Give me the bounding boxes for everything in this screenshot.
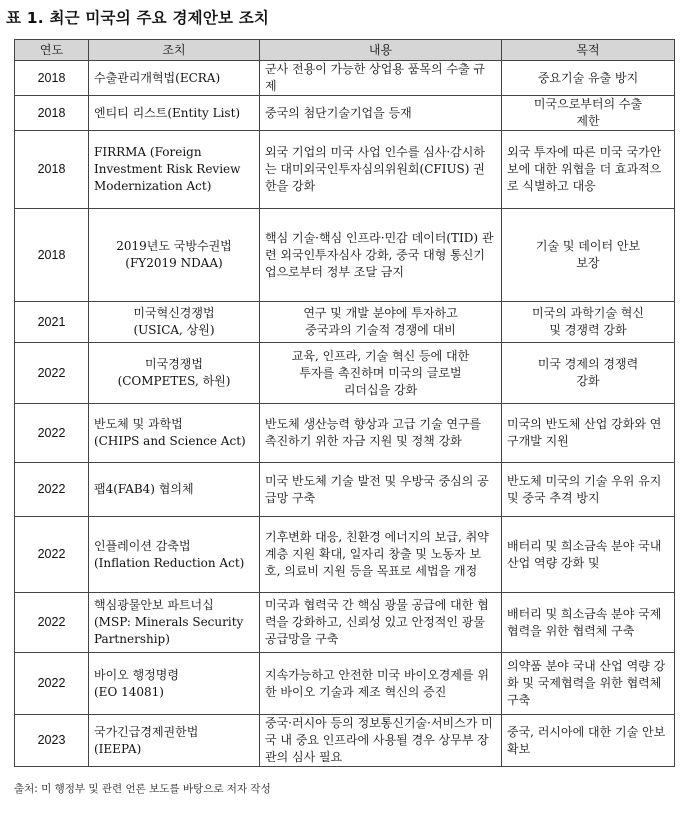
cell-year: 2022 [15, 343, 89, 404]
table-row [15, 404, 675, 463]
cell-purpose: 미국의 반도체 산업 강화와 연구개발 지원 [502, 404, 675, 463]
cell-purpose: 외국 투자에 따른 미국 국가안보에 대한 위협을 더 효과적으로 식별하고 대응 [502, 131, 675, 209]
cell-purpose: 중국, 러시아에 대한 기술 안보 확보 [502, 715, 675, 767]
header-purpose: 목적 [502, 40, 675, 61]
cell-measure: 미국경쟁법 (COMPETES, 하원) [89, 343, 260, 404]
table-header-row [15, 40, 675, 61]
cell-year: 2018 [15, 131, 89, 209]
cell-purpose: 배터리 및 희소금속 분야 국제협력을 위한 협력체 구축 [502, 593, 675, 653]
cell-content: 미국 반도체 기술 발전 및 우방국 중심의 공급망 구축 [260, 463, 502, 517]
cell-year: 2022 [15, 653, 89, 715]
cell-purpose: 미국 경제의 경쟁력 강화 [502, 343, 675, 404]
cell-purpose: 미국으로부터의 수출 제한 [502, 96, 675, 131]
table-row [15, 131, 675, 209]
cell-year: 2022 [15, 463, 89, 517]
cell-year: 2018 [15, 61, 89, 96]
cell-content: 연구 및 개발 분야에 투자하고 중국과의 기술적 경쟁에 대비 [260, 302, 502, 343]
table-row [15, 593, 675, 653]
cell-year: 2018 [15, 209, 89, 302]
cell-content: 미국과 협력국 간 핵심 광물 공급에 대한 협력을 강화하고, 신뢰성 있고 안정적인 광물 공급망을 구축 [260, 593, 502, 653]
table-row [15, 715, 675, 767]
cell-content: 군사 전용이 가능한 상업용 품목의 수출 규제 [260, 61, 502, 96]
cell-content: 교육, 인프라, 기술 혁신 등에 대한 투자를 촉진하며 미국의 글로벌 리더십을 강화 [260, 343, 502, 404]
cell-measure: 반도체 및 과학법 (CHIPS and Science Act) [89, 404, 260, 463]
cell-measure: 국가긴급경제권한법 (IEEPA) [89, 715, 260, 767]
cell-purpose: 중요기술 유출 방지 [502, 61, 675, 96]
table-row [15, 302, 675, 343]
cell-content: 중국의 첨단기술기업을 등재 [260, 96, 502, 131]
table-row [15, 96, 675, 131]
table-row [15, 653, 675, 715]
table-row [15, 343, 675, 404]
cell-measure: 팹4(FAB4) 협의체 [89, 463, 260, 517]
table-row [15, 463, 675, 517]
cell-content: 핵심 기술·핵심 인프라·민감 데이터(TID) 관련 외국인투자심사 강화, 중국 대형 통신기업으로부터 정부 조달 금지 [260, 209, 502, 302]
cell-purpose: 배터리 및 희소금속 분야 국내 산업 역량 강화 및 [502, 517, 675, 593]
cell-year: 2022 [15, 404, 89, 463]
cell-measure: 인플레이션 감축법 (Inflation Reduction Act) [89, 517, 260, 593]
cell-year: 2022 [15, 517, 89, 593]
cell-year: 2021 [15, 302, 89, 343]
cell-content: 반도체 생산능력 향상과 고급 기술 연구를 촉진하기 위한 자금 지원 및 정책 강화 [260, 404, 502, 463]
table-title: 표 1. 최근 미국의 주요 경제안보 조치 [6, 9, 270, 27]
header-measure: 조치 [89, 40, 260, 61]
table-row [15, 61, 675, 96]
header-content: 내용 [260, 40, 502, 61]
header-year: 연도 [15, 40, 89, 61]
cell-year: 2023 [15, 715, 89, 767]
cell-measure: 핵심광물안보 파트너십 (MSP: Minerals Security Partnership) [89, 593, 260, 653]
cell-purpose: 미국의 과학기술 혁신 및 경쟁력 강화 [502, 302, 675, 343]
cell-measure: FIRRMA (Foreign Investment Risk Review Modernization Act) [89, 131, 260, 209]
cell-content: 중국·러시아 등의 정보통신기술·서비스가 미국 내 중요 인프라에 사용될 경우 상무부 장관의 심사 필요 [260, 715, 502, 767]
table-row [15, 209, 675, 302]
cell-measure: 미국혁신경쟁법 (USICA, 상원) [89, 302, 260, 343]
measures-table [14, 39, 675, 767]
cell-year: 2018 [15, 96, 89, 131]
cell-content: 기후변화 대응, 친환경 에너지의 보급, 취약계층 지원 확대, 일자리 창출 및 노동자 보호, 의료비 지원 등을 목표로 세법을 개정 [260, 517, 502, 593]
cell-measure: 수출관리개혁법(ECRA) [89, 61, 260, 96]
cell-measure: 2019년도 국방수권법 (FY2019 NDAA) [89, 209, 260, 302]
source-note: 출처: 미 행정부 및 관련 언론 보도를 바탕으로 저자 작성 [14, 783, 271, 795]
cell-purpose: 기술 및 데이터 안보 보장 [502, 209, 675, 302]
cell-measure: 바이오 행정명령 (EO 14081) [89, 653, 260, 715]
cell-purpose: 의약품 분야 국내 산업 역량 강화 및 국제협력을 위한 협력체 구축 [502, 653, 675, 715]
table-row [15, 517, 675, 593]
cell-content: 지속가능하고 안전한 미국 바이오경제를 위한 바이오 기술과 제조 혁신의 증진 [260, 653, 502, 715]
cell-year: 2022 [15, 593, 89, 653]
cell-purpose: 반도체 미국의 기술 우위 유지 및 중국 추격 방지 [502, 463, 675, 517]
cell-measure: 엔티티 리스트(Entity List) [89, 96, 260, 131]
cell-content: 외국 기업의 미국 사업 인수를 심사·감시하는 대미외국인투자심의위원회(CFIUS) 권한을 강화 [260, 131, 502, 209]
